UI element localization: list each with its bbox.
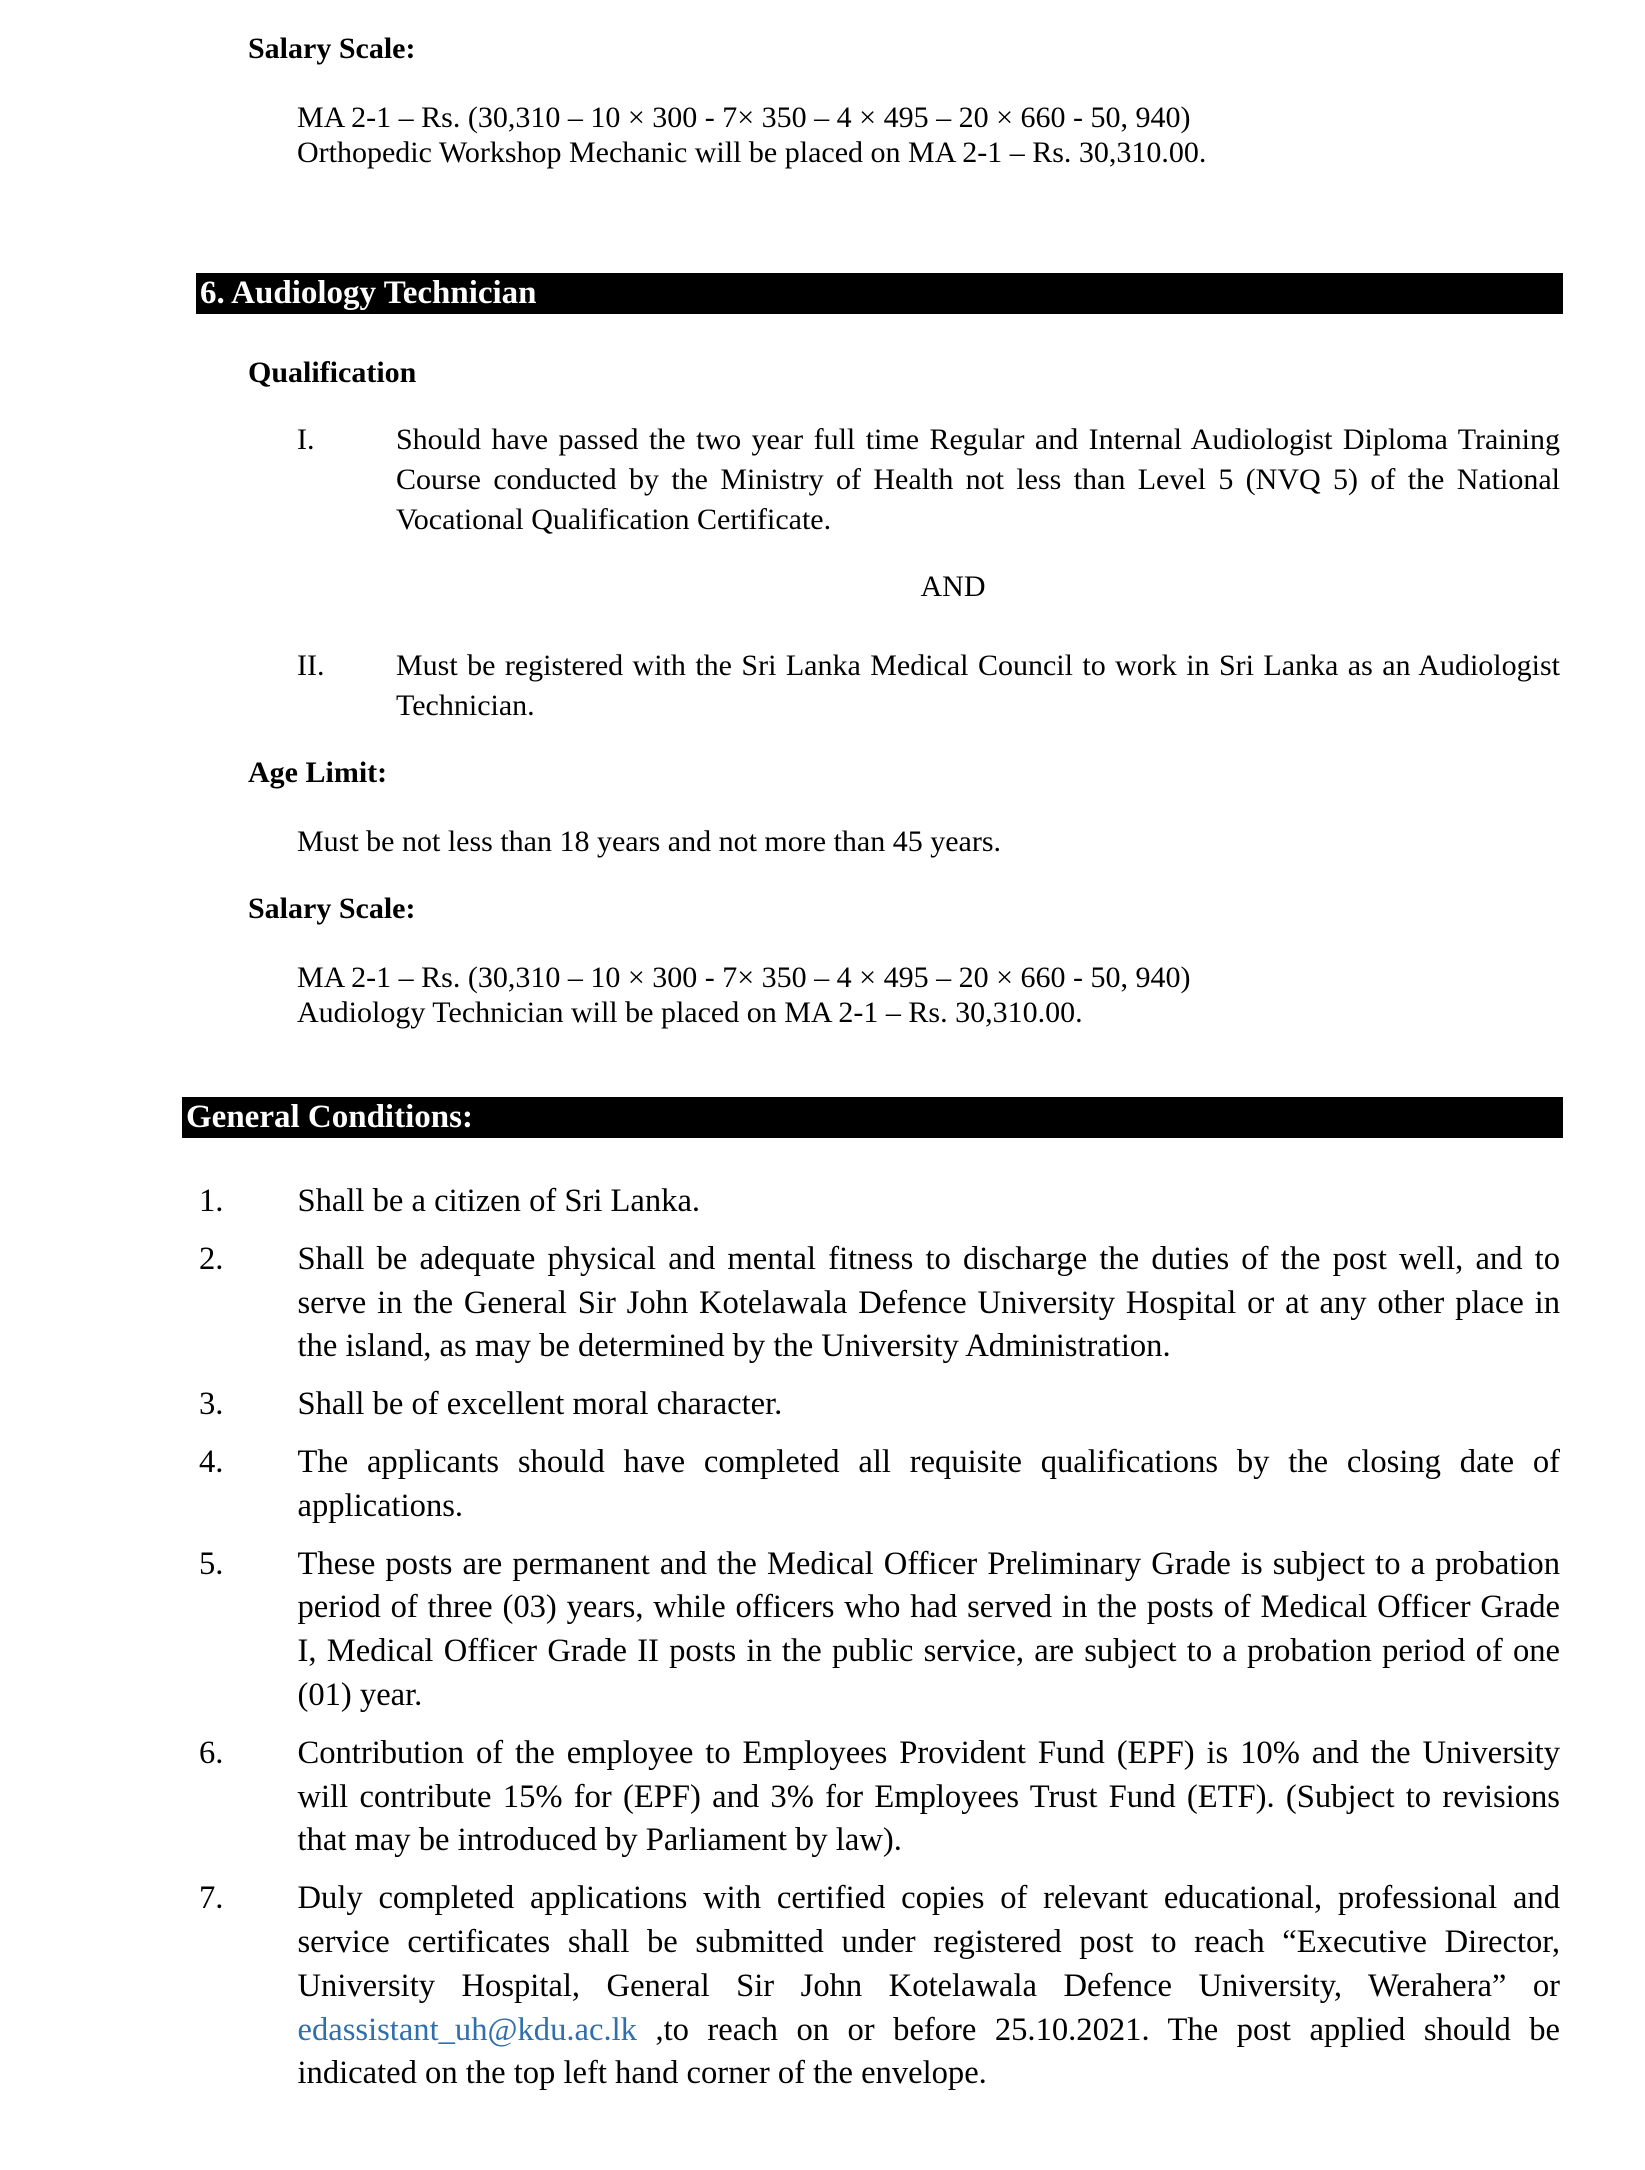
condition-text-line: (01) year. bbox=[297, 1676, 423, 1713]
general-conditions-title: General Conditions: bbox=[186, 1099, 473, 1135]
condition-number: 1. bbox=[199, 1183, 224, 1219]
general-conditions-heading-bar bbox=[182, 1097, 1563, 1138]
condition-text bbox=[298, 1543, 1561, 1718]
condition-item bbox=[199, 1543, 1560, 1718]
email-link[interactable]: edassistant_uh@kdu.ac.lk bbox=[297, 2011, 637, 2048]
condition-text-line: indicated on the top left hand corner of the envelope. bbox=[297, 2055, 987, 2092]
qualification-text bbox=[396, 420, 1560, 540]
condition-text-line bbox=[298, 2009, 1561, 2053]
condition-item bbox=[199, 1180, 1560, 1224]
salary-placement-line: Orthopedic Workshop Mechanic will be placed on MA 2-1 – Rs. 30,310.00. bbox=[297, 135, 1207, 169]
salary-scale-heading: Salary Scale: bbox=[248, 32, 416, 65]
salary-scale-line: MA 2-1 – Rs. (30,310 – 10 × 300 - 7× 350 – 4 × 495 – 20 × 660 - 50, 940) bbox=[297, 100, 1191, 134]
qualification-heading: Qualification bbox=[248, 356, 417, 389]
qualification-numeral: II. bbox=[297, 649, 325, 682]
and-conjunction: AND bbox=[920, 570, 986, 603]
condition-text bbox=[298, 1180, 1561, 1224]
qualification-text-line: Course conducted by the Ministry of Health not less than Level 5 (NVQ 5) of the National bbox=[396, 463, 1560, 496]
condition-text-line: Shall be a citizen of Sri Lanka. bbox=[297, 1183, 701, 1219]
salary-placement-line: Audiology Technician will be placed on MA 2-1 – Rs. 30,310.00. bbox=[297, 995, 1083, 1029]
condition-item bbox=[199, 1877, 1560, 2096]
condition-text-segment: ,to reach on or before 25.10.2021. The post applied should be bbox=[655, 2011, 1560, 2048]
condition-text bbox=[298, 1877, 1561, 2096]
condition-text-line: service certificates shall be submitted under registered post to reach “Executive Director, bbox=[297, 1923, 1560, 1960]
condition-text-line: These posts are permanent and the Medical Officer Preliminary Grade is subject to a probation bbox=[297, 1545, 1560, 1582]
condition-number: 7. bbox=[199, 1880, 224, 1917]
condition-text-line: I, Medical Officer Grade II posts in the public service, are subject to a probation period of one bbox=[297, 1633, 1560, 1670]
qualification-numeral: I. bbox=[297, 423, 315, 456]
qualification-text-line: Technician. bbox=[396, 689, 535, 722]
condition-text-line: will contribute 15% for (EPF) and 3% for Employees Trust Fund (ETF). (Subject to revisions bbox=[297, 1778, 1560, 1815]
qualification-item bbox=[297, 646, 1560, 726]
general-conditions-list bbox=[199, 1180, 1560, 2110]
condition-number: 6. bbox=[199, 1734, 224, 1771]
condition-text-line: Shall be of excellent moral character. bbox=[297, 1386, 783, 1423]
condition-text-line: Contribution of the employee to Employees Provident Fund (EPF) is 10% and the University bbox=[297, 1734, 1560, 1771]
condition-number: 2. bbox=[199, 1240, 224, 1277]
age-limit-text: Must be not less than 18 years and not more than 45 years. bbox=[297, 825, 1002, 858]
condition-text-line: serve in the General Sir John Kotelawala Defence University Hospital or at any other place in bbox=[297, 1284, 1560, 1321]
condition-item bbox=[199, 1238, 1560, 1369]
condition-text bbox=[298, 1238, 1561, 1369]
condition-text bbox=[298, 1732, 1561, 1863]
condition-text-line: the island, as may be determined by the University Administration. bbox=[297, 1328, 1171, 1365]
salary-scale-heading: Salary Scale: bbox=[248, 892, 416, 925]
qualification-text-line: Must be registered with the Sri Lanka Medical Council to work in Sri Lanka as an Audiologist bbox=[396, 649, 1560, 682]
condition-number: 3. bbox=[199, 1386, 224, 1423]
condition-text-line: University Hospital, General Sir John Kotelawala Defence University, Werahera” or bbox=[297, 1967, 1560, 2004]
qualification-text bbox=[396, 646, 1560, 726]
salary-scale-block bbox=[297, 100, 1206, 170]
condition-text-line: period of three (03) years, while officers who had served in the posts of Medical Officer Grade bbox=[297, 1589, 1560, 1626]
condition-text-line: applications. bbox=[297, 1487, 464, 1524]
section-heading-bar bbox=[196, 273, 1563, 314]
condition-text-line: that may be introduced by Parliament by law). bbox=[297, 1822, 902, 1859]
qualification-text-line: Should have passed the two year full time Regular and Internal Audiologist Diploma Training bbox=[396, 423, 1560, 456]
qualification-text-line: Vocational Qualification Certificate. bbox=[396, 503, 832, 536]
age-limit-heading: Age Limit: bbox=[248, 756, 388, 789]
salary-scale-block bbox=[297, 960, 1191, 1030]
qualification-item bbox=[297, 420, 1560, 540]
condition-text-line: Duly completed applications with certified copies of relevant educational, professional and bbox=[297, 1880, 1560, 1917]
condition-number: 5. bbox=[199, 1545, 224, 1582]
condition-text bbox=[298, 1441, 1561, 1529]
salary-scale-line: MA 2-1 – Rs. (30,310 – 10 × 300 - 7× 350 – 4 × 495 – 20 × 660 - 50, 940) bbox=[297, 960, 1191, 994]
section-title: 6. Audiology Technician bbox=[200, 275, 537, 311]
condition-number: 4. bbox=[199, 1443, 224, 1480]
condition-text bbox=[298, 1383, 1561, 1427]
condition-item bbox=[199, 1732, 1560, 1863]
condition-text-line: The applicants should have completed all requisite qualifications by the closing date of bbox=[297, 1443, 1560, 1480]
condition-text-line: Shall be adequate physical and mental fitness to discharge the duties of the post well, and to bbox=[297, 1240, 1560, 1277]
condition-item bbox=[199, 1441, 1560, 1529]
condition-item bbox=[199, 1383, 1560, 1427]
